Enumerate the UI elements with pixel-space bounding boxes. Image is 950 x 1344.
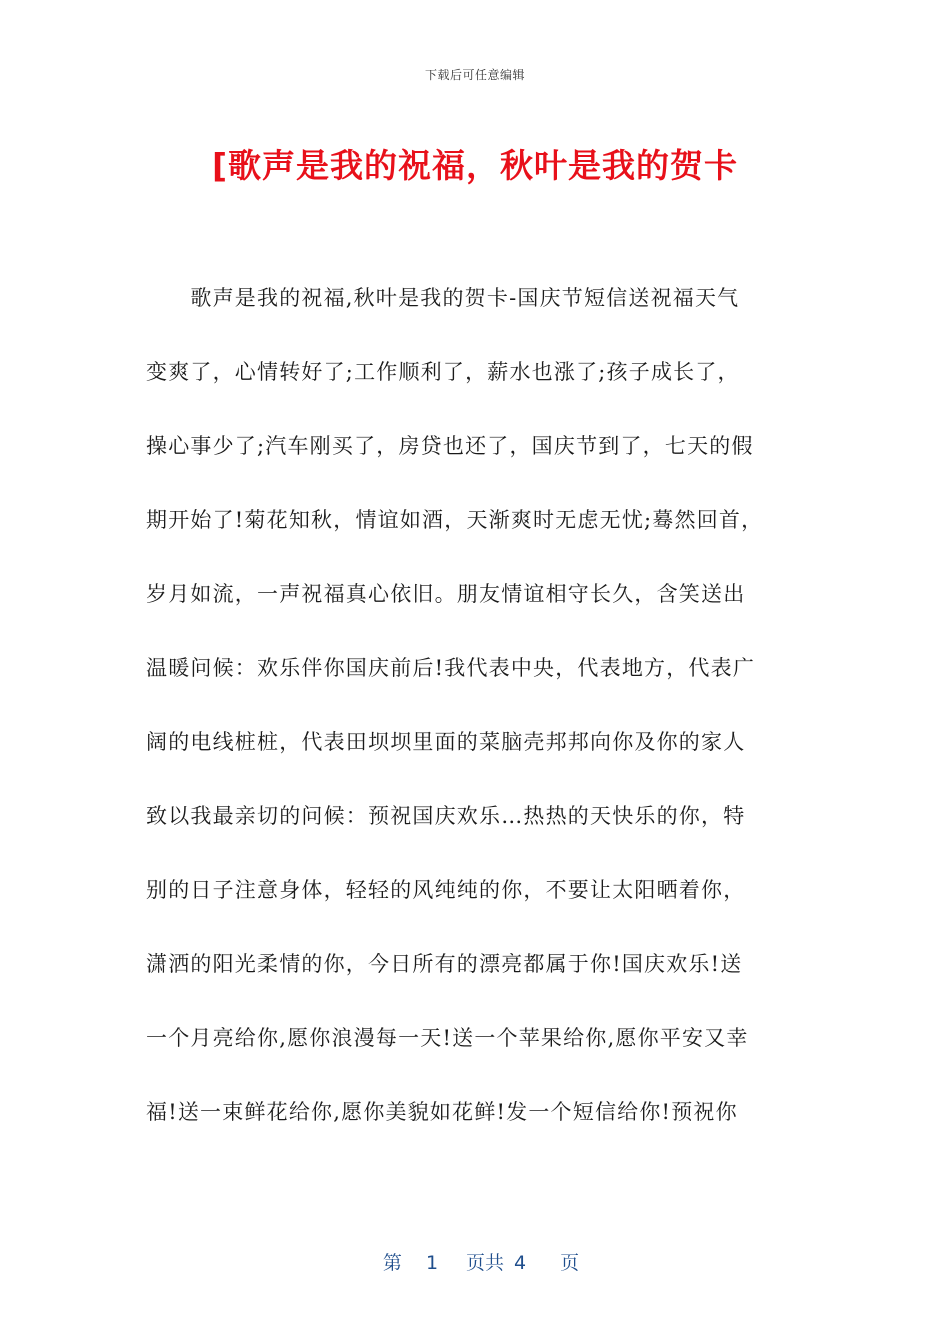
body-line: 变爽了，心情转好了;工作顺利了，薪水也涨了;孩子成长了， (146, 360, 740, 384)
total-pages: 4 (514, 1252, 527, 1274)
header-note: 下载后可任意编辑 (424, 68, 525, 82)
page-end-label: 页 (560, 1252, 580, 1274)
body-line: 阔的电线桩桩，代表田坝坝里面的菜脑壳邦邦向你及你的家人 (146, 730, 746, 754)
body-line: 一个月亮给你,愿你浪漫每一天!送一个苹果给你,愿你平安又幸 (146, 1026, 749, 1050)
page-footer (0, 1226, 950, 1275)
body-line: 期开始了!菊花知秋，情谊如酒，天渐爽时无虑无忧;蓦然回首， (146, 508, 764, 532)
body-line: 操心事少了;汽车刚买了，房贷也还了，国庆节到了，七天的假 (146, 434, 754, 458)
document-body (146, 272, 806, 1160)
page-label: 第 (382, 1252, 402, 1274)
body-line: 别的日子注意身体，轻轻的风纯纯的你，不要让太阳晒着你， (146, 878, 746, 902)
body-line: 福!送一束鲜花给你,愿你美貌如花鲜!发一个短信给你!预祝你 (146, 1100, 738, 1124)
body-line: 温暖问候：欢乐伴你国庆前后!我代表中央，代表地方，代表广 (146, 656, 756, 680)
body-line: 岁月如流，一声祝福真心依旧。朋友情谊相守长久，含笑送出 (146, 582, 746, 606)
page-number: 1 (425, 1252, 439, 1274)
document-title: [歌声是我的祝福，秋叶是我的贺卡 (211, 146, 739, 185)
body-line: 潇洒的阳光柔情的你，今日所有的漂亮都属于你!国庆欢乐!送 (146, 952, 743, 976)
body-line: 歌声是我的祝福,秋叶是我的贺卡-国庆节短信送祝福天气 (146, 286, 740, 310)
body-line: 致以我最亲切的问候：预祝国庆欢乐…热热的天快乐的你，特 (146, 804, 746, 828)
page-mid-label: 页共 (466, 1252, 505, 1274)
